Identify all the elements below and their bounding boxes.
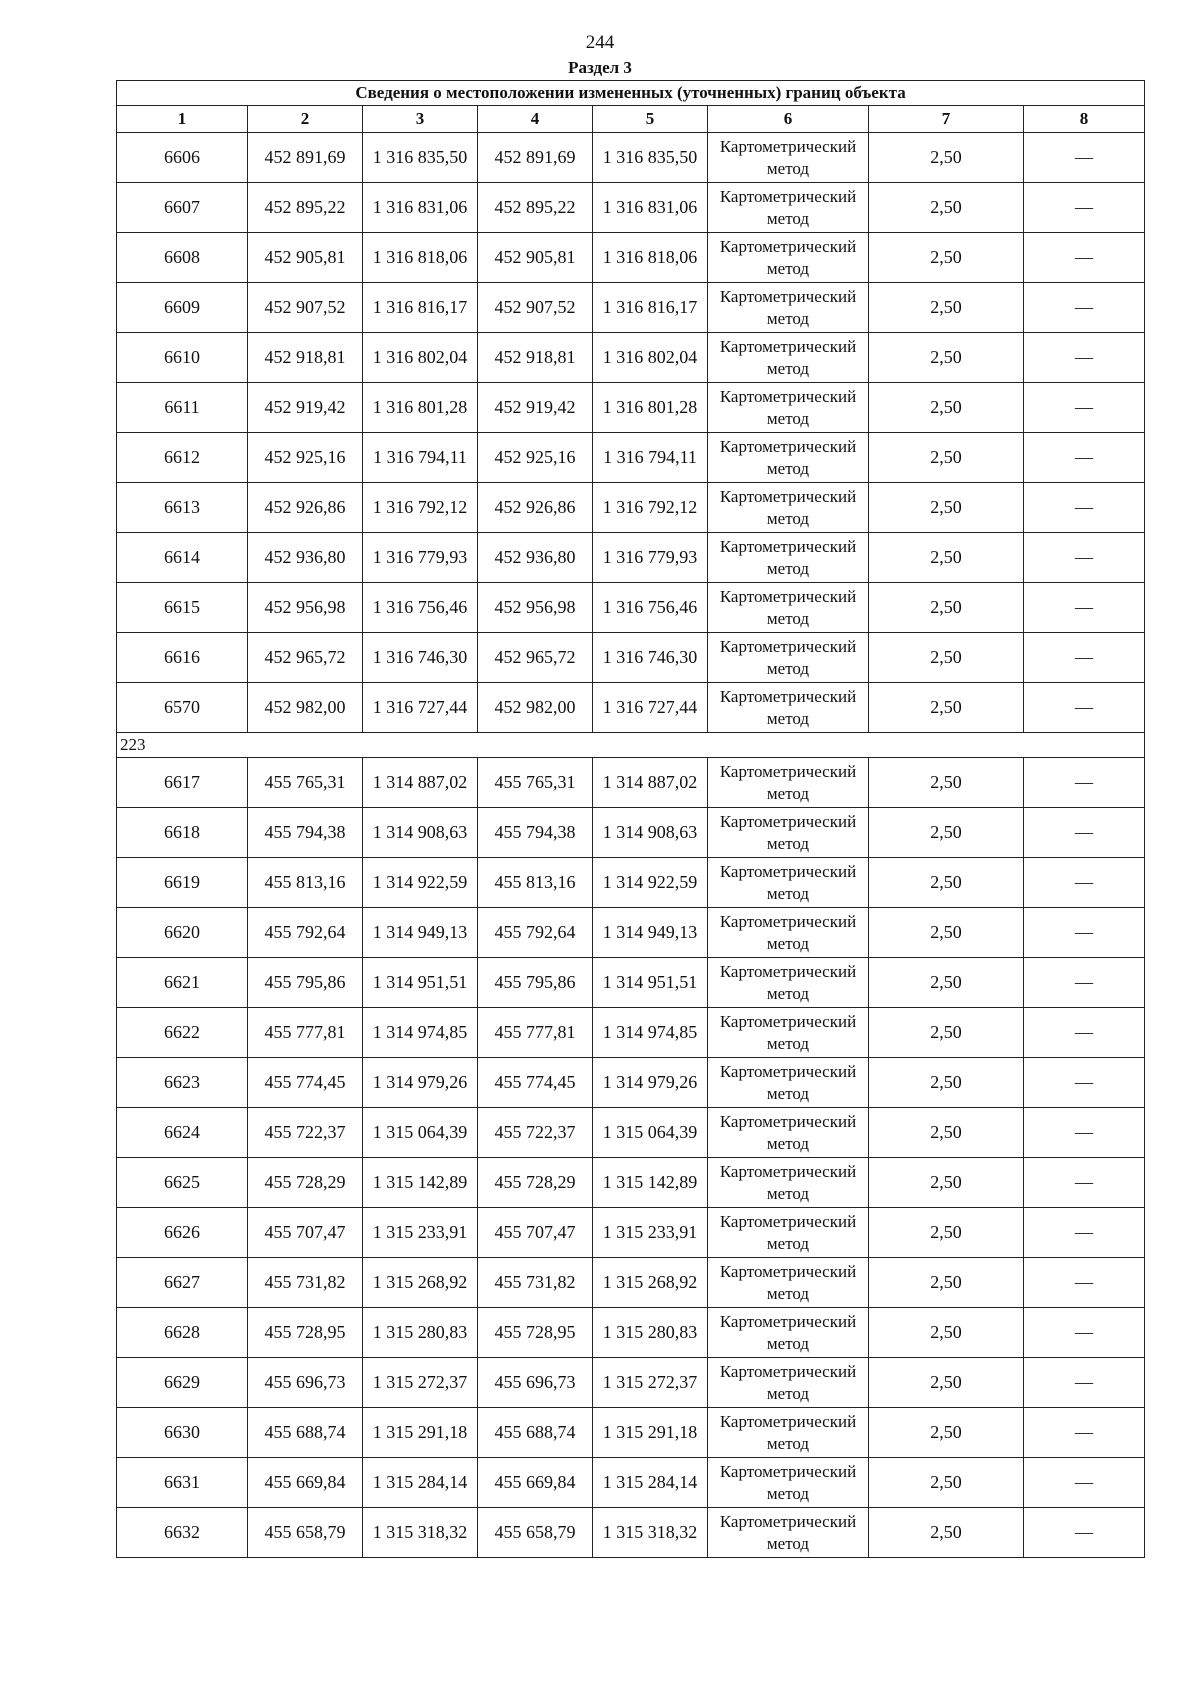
y-coordinate-refined-cell: 1 316 794,11 bbox=[593, 433, 708, 483]
column-number: 5 bbox=[593, 106, 708, 133]
y-coordinate-existing-cell: 1 315 284,14 bbox=[363, 1458, 478, 1508]
x-coordinate-refined-cell: 455 813,16 bbox=[478, 858, 593, 908]
accuracy-cell: 2,50 bbox=[869, 583, 1024, 633]
point-number-cell: 6616 bbox=[117, 633, 248, 683]
note-cell: — bbox=[1024, 433, 1145, 483]
y-coordinate-refined-cell: 1 314 908,63 bbox=[593, 808, 708, 858]
section-title: Раздел 3 bbox=[568, 58, 632, 77]
x-coordinate-existing-cell: 452 936,80 bbox=[248, 533, 363, 583]
accuracy-cell: 2,50 bbox=[869, 1508, 1024, 1558]
y-coordinate-refined-cell: 1 316 801,28 bbox=[593, 383, 708, 433]
determination-method-cell: Картометрический метод bbox=[708, 133, 869, 183]
column-number: 8 bbox=[1024, 106, 1145, 133]
y-coordinate-refined-cell: 1 315 233,91 bbox=[593, 1208, 708, 1258]
x-coordinate-refined-cell: 452 926,86 bbox=[478, 483, 593, 533]
accuracy-cell: 2,50 bbox=[869, 183, 1024, 233]
point-number-cell: 6629 bbox=[117, 1358, 248, 1408]
determination-method-cell: Картометрический метод bbox=[708, 1108, 869, 1158]
table-row bbox=[117, 233, 1145, 283]
point-number-cell: 6614 bbox=[117, 533, 248, 583]
accuracy-cell: 2,50 bbox=[869, 908, 1024, 958]
accuracy-cell: 2,50 bbox=[869, 1458, 1024, 1508]
accuracy-cell: 2,50 bbox=[869, 133, 1024, 183]
point-number-cell: 6623 bbox=[117, 1058, 248, 1108]
point-number-cell: 6626 bbox=[117, 1208, 248, 1258]
y-coordinate-existing-cell: 1 314 951,51 bbox=[363, 958, 478, 1008]
table-row bbox=[117, 1358, 1145, 1408]
note-cell: — bbox=[1024, 1108, 1145, 1158]
y-coordinate-existing-cell: 1 316 746,30 bbox=[363, 633, 478, 683]
x-coordinate-existing-cell: 452 905,81 bbox=[248, 233, 363, 283]
determination-method-cell: Картометрический метод bbox=[708, 1058, 869, 1108]
point-number-cell: 6627 bbox=[117, 1258, 248, 1308]
x-coordinate-refined-cell: 455 728,95 bbox=[478, 1308, 593, 1358]
y-coordinate-existing-cell: 1 315 233,91 bbox=[363, 1208, 478, 1258]
table-row bbox=[117, 483, 1145, 533]
x-coordinate-refined-cell: 452 956,98 bbox=[478, 583, 593, 633]
x-coordinate-existing-cell: 452 925,16 bbox=[248, 433, 363, 483]
note-cell: — bbox=[1024, 333, 1145, 383]
y-coordinate-refined-cell: 1 314 922,59 bbox=[593, 858, 708, 908]
x-coordinate-existing-cell: 455 728,29 bbox=[248, 1158, 363, 1208]
x-coordinate-refined-cell: 455 658,79 bbox=[478, 1508, 593, 1558]
note-cell: — bbox=[1024, 858, 1145, 908]
x-coordinate-refined-cell: 455 669,84 bbox=[478, 1458, 593, 1508]
x-coordinate-refined-cell: 452 907,52 bbox=[478, 283, 593, 333]
table-row bbox=[117, 183, 1145, 233]
x-coordinate-refined-cell: 452 982,00 bbox=[478, 683, 593, 733]
note-cell: — bbox=[1024, 1408, 1145, 1458]
determination-method-cell: Картометрический метод bbox=[708, 758, 869, 808]
x-coordinate-existing-cell: 455 696,73 bbox=[248, 1358, 363, 1408]
determination-method-cell: Картометрический метод bbox=[708, 958, 869, 1008]
y-coordinate-existing-cell: 1 315 291,18 bbox=[363, 1408, 478, 1458]
point-number-cell: 6611 bbox=[117, 383, 248, 433]
point-number-cell: 6622 bbox=[117, 1008, 248, 1058]
table-row bbox=[117, 1208, 1145, 1258]
x-coordinate-refined-cell: 455 722,37 bbox=[478, 1108, 593, 1158]
accuracy-cell: 2,50 bbox=[869, 758, 1024, 808]
x-coordinate-existing-cell: 452 982,00 bbox=[248, 683, 363, 733]
table-row bbox=[117, 683, 1145, 733]
note-cell: — bbox=[1024, 183, 1145, 233]
note-cell: — bbox=[1024, 1308, 1145, 1358]
point-number-cell: 6608 bbox=[117, 233, 248, 283]
note-cell: — bbox=[1024, 1208, 1145, 1258]
x-coordinate-existing-cell: 452 891,69 bbox=[248, 133, 363, 183]
point-number-cell: 6618 bbox=[117, 808, 248, 858]
y-coordinate-existing-cell: 1 314 949,13 bbox=[363, 908, 478, 958]
page-number: 244 bbox=[585, 32, 615, 53]
x-coordinate-refined-cell: 452 925,16 bbox=[478, 433, 593, 483]
y-coordinate-existing-cell: 1 316 835,50 bbox=[363, 133, 478, 183]
x-coordinate-existing-cell: 455 669,84 bbox=[248, 1458, 363, 1508]
note-cell: — bbox=[1024, 533, 1145, 583]
group-label: 223 bbox=[117, 733, 1145, 758]
accuracy-cell: 2,50 bbox=[869, 433, 1024, 483]
y-coordinate-existing-cell: 1 316 792,12 bbox=[363, 483, 478, 533]
x-coordinate-existing-cell: 455 728,95 bbox=[248, 1308, 363, 1358]
note-cell: — bbox=[1024, 683, 1145, 733]
table-row bbox=[117, 1108, 1145, 1158]
x-coordinate-refined-cell: 455 728,29 bbox=[478, 1158, 593, 1208]
note-cell: — bbox=[1024, 758, 1145, 808]
y-coordinate-refined-cell: 1 315 142,89 bbox=[593, 1158, 708, 1208]
x-coordinate-refined-cell: 452 918,81 bbox=[478, 333, 593, 383]
x-coordinate-refined-cell: 455 696,73 bbox=[478, 1358, 593, 1408]
note-cell: — bbox=[1024, 958, 1145, 1008]
note-cell: — bbox=[1024, 133, 1145, 183]
y-coordinate-existing-cell: 1 316 794,11 bbox=[363, 433, 478, 483]
x-coordinate-existing-cell: 455 765,31 bbox=[248, 758, 363, 808]
note-cell: — bbox=[1024, 1508, 1145, 1558]
y-coordinate-refined-cell: 1 314 951,51 bbox=[593, 958, 708, 1008]
table-row bbox=[117, 1058, 1145, 1108]
x-coordinate-existing-cell: 455 731,82 bbox=[248, 1258, 363, 1308]
table-row bbox=[117, 1308, 1145, 1358]
determination-method-cell: Картометрический метод bbox=[708, 433, 869, 483]
y-coordinate-refined-cell: 1 316 818,06 bbox=[593, 233, 708, 283]
table-row bbox=[117, 583, 1145, 633]
x-coordinate-refined-cell: 455 777,81 bbox=[478, 1008, 593, 1058]
y-coordinate-existing-cell: 1 314 974,85 bbox=[363, 1008, 478, 1058]
y-coordinate-existing-cell: 1 314 908,63 bbox=[363, 808, 478, 858]
table-row bbox=[117, 533, 1145, 583]
note-cell: — bbox=[1024, 808, 1145, 858]
x-coordinate-existing-cell: 452 965,72 bbox=[248, 633, 363, 683]
y-coordinate-existing-cell: 1 315 064,39 bbox=[363, 1108, 478, 1158]
point-number-cell: 6632 bbox=[117, 1508, 248, 1558]
y-coordinate-refined-cell: 1 315 318,32 bbox=[593, 1508, 708, 1558]
x-coordinate-refined-cell: 455 794,38 bbox=[478, 808, 593, 858]
y-coordinate-existing-cell: 1 315 268,92 bbox=[363, 1258, 478, 1308]
note-cell: — bbox=[1024, 1058, 1145, 1108]
determination-method-cell: Картометрический метод bbox=[708, 1308, 869, 1358]
note-cell: — bbox=[1024, 283, 1145, 333]
table-row bbox=[117, 758, 1145, 808]
accuracy-cell: 2,50 bbox=[869, 283, 1024, 333]
accuracy-cell: 2,50 bbox=[869, 233, 1024, 283]
y-coordinate-refined-cell: 1 315 284,14 bbox=[593, 1458, 708, 1508]
x-coordinate-refined-cell: 452 919,42 bbox=[478, 383, 593, 433]
accuracy-cell: 2,50 bbox=[869, 1258, 1024, 1308]
table-row bbox=[117, 808, 1145, 858]
accuracy-cell: 2,50 bbox=[869, 858, 1024, 908]
point-number-cell: 6609 bbox=[117, 283, 248, 333]
y-coordinate-refined-cell: 1 316 802,04 bbox=[593, 333, 708, 383]
table-row bbox=[117, 283, 1145, 333]
y-coordinate-refined-cell: 1 316 756,46 bbox=[593, 583, 708, 633]
table-row bbox=[117, 1158, 1145, 1208]
point-number-cell: 6570 bbox=[117, 683, 248, 733]
y-coordinate-existing-cell: 1 314 922,59 bbox=[363, 858, 478, 908]
table-row bbox=[117, 383, 1145, 433]
y-coordinate-refined-cell: 1 315 280,83 bbox=[593, 1308, 708, 1358]
accuracy-cell: 2,50 bbox=[869, 483, 1024, 533]
boundary-coordinates-table bbox=[116, 80, 1145, 1558]
note-cell: — bbox=[1024, 1258, 1145, 1308]
point-number-cell: 6607 bbox=[117, 183, 248, 233]
x-coordinate-refined-cell: 455 688,74 bbox=[478, 1408, 593, 1458]
x-coordinate-refined-cell: 452 895,22 bbox=[478, 183, 593, 233]
x-coordinate-refined-cell: 452 965,72 bbox=[478, 633, 593, 683]
point-number-cell: 6628 bbox=[117, 1308, 248, 1358]
x-coordinate-refined-cell: 455 765,31 bbox=[478, 758, 593, 808]
accuracy-cell: 2,50 bbox=[869, 1208, 1024, 1258]
x-coordinate-existing-cell: 452 907,52 bbox=[248, 283, 363, 333]
point-number-cell: 6610 bbox=[117, 333, 248, 383]
accuracy-cell: 2,50 bbox=[869, 633, 1024, 683]
point-number-cell: 6613 bbox=[117, 483, 248, 533]
y-coordinate-refined-cell: 1 315 272,37 bbox=[593, 1358, 708, 1408]
determination-method-cell: Картометрический метод bbox=[708, 383, 869, 433]
y-coordinate-refined-cell: 1 314 974,85 bbox=[593, 1008, 708, 1058]
table-row bbox=[117, 1408, 1145, 1458]
x-coordinate-existing-cell: 452 895,22 bbox=[248, 183, 363, 233]
table-row bbox=[117, 333, 1145, 383]
determination-method-cell: Картометрический метод bbox=[708, 233, 869, 283]
y-coordinate-existing-cell: 1 315 272,37 bbox=[363, 1358, 478, 1408]
note-cell: — bbox=[1024, 383, 1145, 433]
determination-method-cell: Картометрический метод bbox=[708, 808, 869, 858]
x-coordinate-existing-cell: 455 792,64 bbox=[248, 908, 363, 958]
x-coordinate-existing-cell: 455 795,86 bbox=[248, 958, 363, 1008]
y-coordinate-existing-cell: 1 316 779,93 bbox=[363, 533, 478, 583]
y-coordinate-refined-cell: 1 316 816,17 bbox=[593, 283, 708, 333]
determination-method-cell: Картометрический метод bbox=[708, 1258, 869, 1308]
y-coordinate-existing-cell: 1 316 727,44 bbox=[363, 683, 478, 733]
point-number-cell: 6615 bbox=[117, 583, 248, 633]
determination-method-cell: Картометрический метод bbox=[708, 533, 869, 583]
x-coordinate-refined-cell: 455 731,82 bbox=[478, 1258, 593, 1308]
accuracy-cell: 2,50 bbox=[869, 533, 1024, 583]
y-coordinate-refined-cell: 1 316 792,12 bbox=[593, 483, 708, 533]
x-coordinate-refined-cell: 455 774,45 bbox=[478, 1058, 593, 1108]
column-number: 4 bbox=[478, 106, 593, 133]
determination-method-cell: Картометрический метод bbox=[708, 583, 869, 633]
determination-method-cell: Картометрический метод bbox=[708, 1458, 869, 1508]
point-number-cell: 6631 bbox=[117, 1458, 248, 1508]
accuracy-cell: 2,50 bbox=[869, 683, 1024, 733]
determination-method-cell: Картометрический метод bbox=[708, 1408, 869, 1458]
table-row bbox=[117, 1508, 1145, 1558]
x-coordinate-refined-cell: 455 707,47 bbox=[478, 1208, 593, 1258]
y-coordinate-refined-cell: 1 316 835,50 bbox=[593, 133, 708, 183]
note-cell: — bbox=[1024, 483, 1145, 533]
y-coordinate-existing-cell: 1 316 756,46 bbox=[363, 583, 478, 633]
table-row bbox=[117, 908, 1145, 958]
column-number: 2 bbox=[248, 106, 363, 133]
y-coordinate-existing-cell: 1 316 801,28 bbox=[363, 383, 478, 433]
point-number-cell: 6619 bbox=[117, 858, 248, 908]
accuracy-cell: 2,50 bbox=[869, 1058, 1024, 1108]
x-coordinate-existing-cell: 452 918,81 bbox=[248, 333, 363, 383]
y-coordinate-existing-cell: 1 315 318,32 bbox=[363, 1508, 478, 1558]
determination-method-cell: Картометрический метод bbox=[708, 183, 869, 233]
y-coordinate-existing-cell: 1 314 979,26 bbox=[363, 1058, 478, 1108]
column-number-row bbox=[117, 106, 1145, 133]
y-coordinate-refined-cell: 1 314 949,13 bbox=[593, 908, 708, 958]
accuracy-cell: 2,50 bbox=[869, 1308, 1024, 1358]
accuracy-cell: 2,50 bbox=[869, 958, 1024, 1008]
point-number-cell: 6612 bbox=[117, 433, 248, 483]
accuracy-cell: 2,50 bbox=[869, 1008, 1024, 1058]
x-coordinate-existing-cell: 455 722,37 bbox=[248, 1108, 363, 1158]
x-coordinate-existing-cell: 455 707,47 bbox=[248, 1208, 363, 1258]
table-caption: Сведения о местоположении измененных (уточненных) границ объекта bbox=[117, 81, 1145, 106]
y-coordinate-existing-cell: 1 316 802,04 bbox=[363, 333, 478, 383]
point-number-cell: 6624 bbox=[117, 1108, 248, 1158]
x-coordinate-existing-cell: 452 919,42 bbox=[248, 383, 363, 433]
column-number: 3 bbox=[363, 106, 478, 133]
x-coordinate-existing-cell: 455 794,38 bbox=[248, 808, 363, 858]
point-number-cell: 6606 bbox=[117, 133, 248, 183]
x-coordinate-refined-cell: 452 905,81 bbox=[478, 233, 593, 283]
point-number-cell: 6617 bbox=[117, 758, 248, 808]
determination-method-cell: Картометрический метод bbox=[708, 1508, 869, 1558]
table-row bbox=[117, 433, 1145, 483]
table-row bbox=[117, 133, 1145, 183]
y-coordinate-refined-cell: 1 314 887,02 bbox=[593, 758, 708, 808]
x-coordinate-existing-cell: 452 926,86 bbox=[248, 483, 363, 533]
table-row bbox=[117, 958, 1145, 1008]
y-coordinate-existing-cell: 1 315 280,83 bbox=[363, 1308, 478, 1358]
x-coordinate-refined-cell: 452 891,69 bbox=[478, 133, 593, 183]
determination-method-cell: Картометрический метод bbox=[708, 633, 869, 683]
group-label-row bbox=[117, 733, 1145, 758]
note-cell: — bbox=[1024, 633, 1145, 683]
x-coordinate-refined-cell: 452 936,80 bbox=[478, 533, 593, 583]
column-number: 1 bbox=[117, 106, 248, 133]
y-coordinate-refined-cell: 1 316 727,44 bbox=[593, 683, 708, 733]
y-coordinate-existing-cell: 1 316 816,17 bbox=[363, 283, 478, 333]
determination-method-cell: Картометрический метод bbox=[708, 1208, 869, 1258]
table-row bbox=[117, 1258, 1145, 1308]
determination-method-cell: Картометрический метод bbox=[708, 333, 869, 383]
point-number-cell: 6630 bbox=[117, 1408, 248, 1458]
y-coordinate-refined-cell: 1 314 979,26 bbox=[593, 1058, 708, 1108]
determination-method-cell: Картометрический метод bbox=[708, 483, 869, 533]
y-coordinate-refined-cell: 1 315 064,39 bbox=[593, 1108, 708, 1158]
determination-method-cell: Картометрический метод bbox=[708, 908, 869, 958]
determination-method-cell: Картометрический метод bbox=[708, 1158, 869, 1208]
x-coordinate-existing-cell: 455 688,74 bbox=[248, 1408, 363, 1458]
y-coordinate-existing-cell: 1 315 142,89 bbox=[363, 1158, 478, 1208]
table-row bbox=[117, 633, 1145, 683]
table-row bbox=[117, 858, 1145, 908]
accuracy-cell: 2,50 bbox=[869, 1158, 1024, 1208]
determination-method-cell: Картометрический метод bbox=[708, 1008, 869, 1058]
determination-method-cell: Картометрический метод bbox=[708, 683, 869, 733]
point-number-cell: 6621 bbox=[117, 958, 248, 1008]
accuracy-cell: 2,50 bbox=[869, 383, 1024, 433]
note-cell: — bbox=[1024, 1158, 1145, 1208]
determination-method-cell: Картометрический метод bbox=[708, 858, 869, 908]
y-coordinate-refined-cell: 1 316 746,30 bbox=[593, 633, 708, 683]
table-row bbox=[117, 1008, 1145, 1058]
note-cell: — bbox=[1024, 908, 1145, 958]
x-coordinate-existing-cell: 455 658,79 bbox=[248, 1508, 363, 1558]
accuracy-cell: 2,50 bbox=[869, 1358, 1024, 1408]
x-coordinate-refined-cell: 455 795,86 bbox=[478, 958, 593, 1008]
note-cell: — bbox=[1024, 1358, 1145, 1408]
table-body bbox=[117, 133, 1145, 1558]
y-coordinate-existing-cell: 1 316 818,06 bbox=[363, 233, 478, 283]
x-coordinate-existing-cell: 455 777,81 bbox=[248, 1008, 363, 1058]
point-number-cell: 6620 bbox=[117, 908, 248, 958]
column-number: 7 bbox=[869, 106, 1024, 133]
note-cell: — bbox=[1024, 1458, 1145, 1508]
y-coordinate-refined-cell: 1 316 831,06 bbox=[593, 183, 708, 233]
x-coordinate-existing-cell: 452 956,98 bbox=[248, 583, 363, 633]
accuracy-cell: 2,50 bbox=[869, 333, 1024, 383]
y-coordinate-refined-cell: 1 315 268,92 bbox=[593, 1258, 708, 1308]
note-cell: — bbox=[1024, 233, 1145, 283]
y-coordinate-refined-cell: 1 315 291,18 bbox=[593, 1408, 708, 1458]
column-number: 6 bbox=[708, 106, 869, 133]
accuracy-cell: 2,50 bbox=[869, 1108, 1024, 1158]
note-cell: — bbox=[1024, 583, 1145, 633]
point-number-cell: 6625 bbox=[117, 1158, 248, 1208]
determination-method-cell: Картометрический метод bbox=[708, 1358, 869, 1408]
y-coordinate-refined-cell: 1 316 779,93 bbox=[593, 533, 708, 583]
y-coordinate-existing-cell: 1 314 887,02 bbox=[363, 758, 478, 808]
y-coordinate-existing-cell: 1 316 831,06 bbox=[363, 183, 478, 233]
accuracy-cell: 2,50 bbox=[869, 1408, 1024, 1458]
table-row bbox=[117, 1458, 1145, 1508]
accuracy-cell: 2,50 bbox=[869, 808, 1024, 858]
x-coordinate-existing-cell: 455 774,45 bbox=[248, 1058, 363, 1108]
note-cell: — bbox=[1024, 1008, 1145, 1058]
x-coordinate-refined-cell: 455 792,64 bbox=[478, 908, 593, 958]
x-coordinate-existing-cell: 455 813,16 bbox=[248, 858, 363, 908]
determination-method-cell: Картометрический метод bbox=[708, 283, 869, 333]
